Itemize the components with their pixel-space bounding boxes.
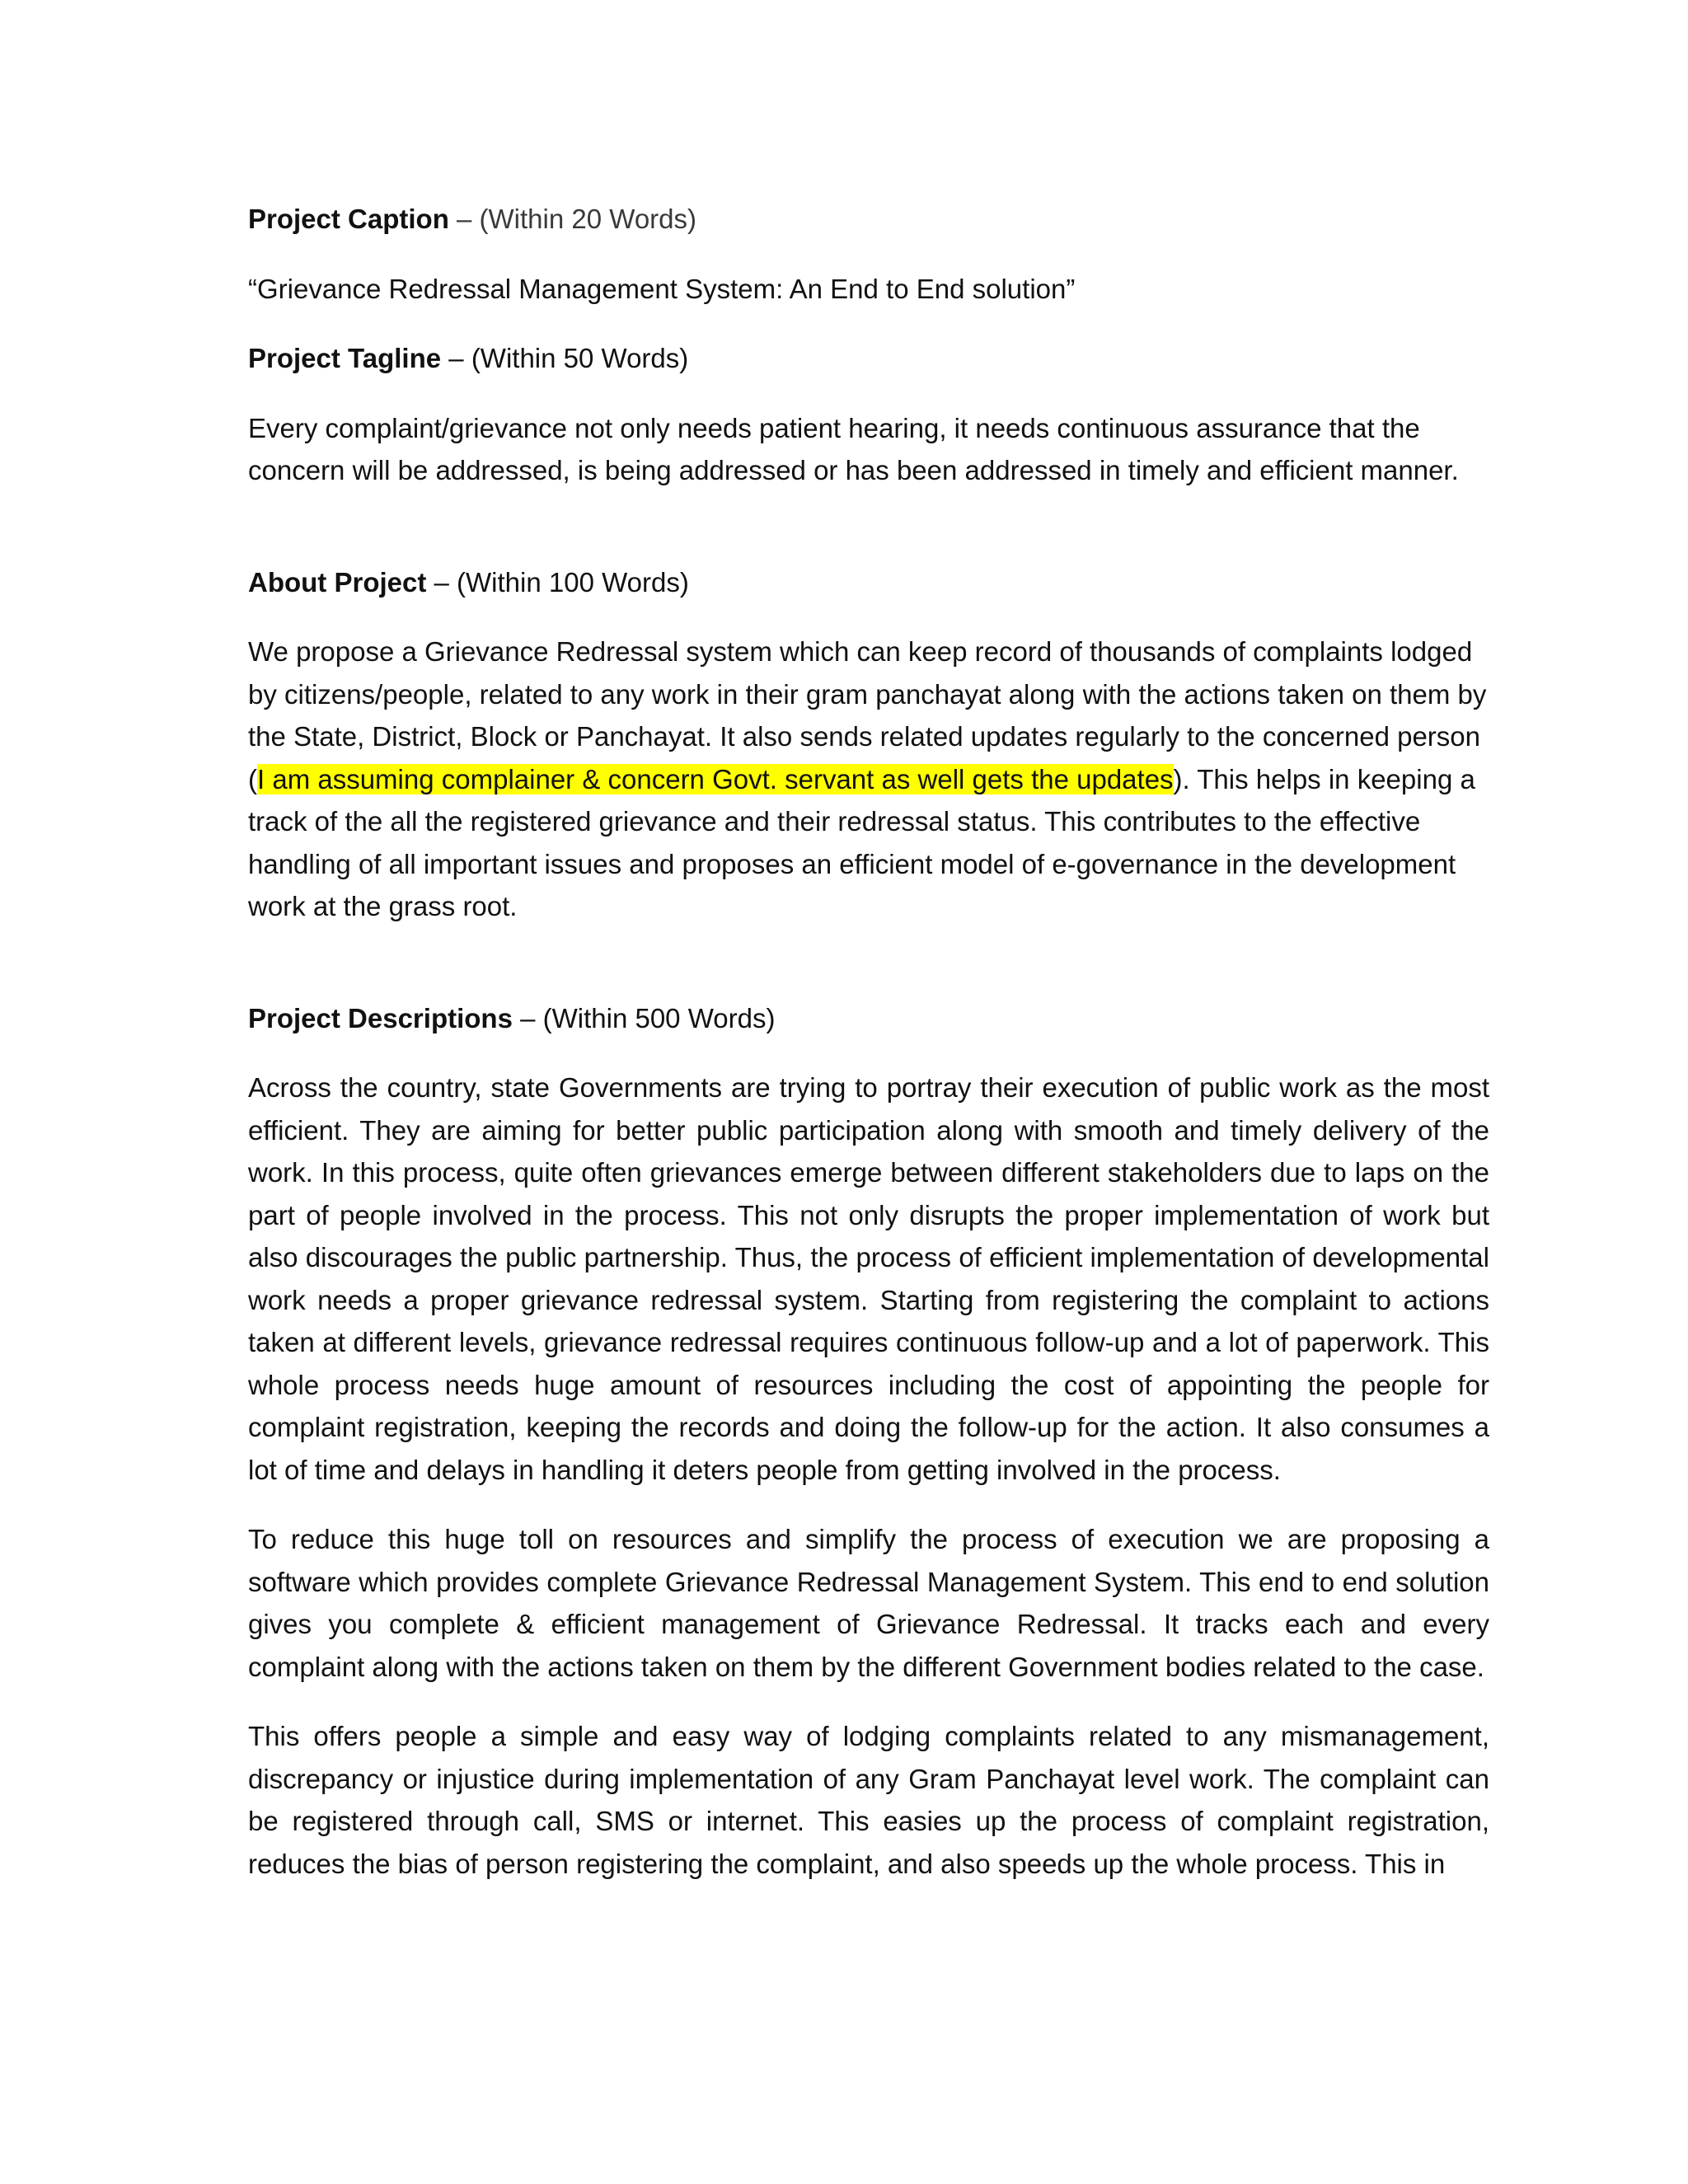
tagline-label: Project Tagline xyxy=(248,343,442,373)
description-paragraph-3: This offers people a simple and easy way of lodging complaints related to any mismanagement, discrepancy or injustice during implementation of any Gram Panchayat level work. The complaint can be registered through call, SMS or internet. This easies up the process of complaint registration, reduces the bias of person registering the complaint, and also speeds up the whole process. This in xyxy=(248,1721,1489,1879)
descriptions-label: Project Descriptions xyxy=(248,1002,513,1033)
descriptions-heading xyxy=(248,997,1489,1040)
tagline-heading xyxy=(248,337,1489,380)
about-text xyxy=(248,630,1489,928)
tagline-text: Every complaint/grievance not only needs patient hearing, it needs continuous assurance that the concern will be addressed, is being addressed or has been addressed in timely and efficient manner. xyxy=(248,412,1459,485)
caption-heading xyxy=(248,198,1489,241)
description-paragraph-2: To reduce this huge toll on resources and simplify the process of execution we are proposing a software which provides complete Grievance Redressal Management System. This end to end solution gives you complete & efficient management of Grievance Redressal. It tracks each and every complaint along with the actions taken on them by the different Government bodies related to the case. xyxy=(248,1524,1489,1682)
about-heading xyxy=(248,561,1489,604)
tagline-hint: – (Within 50 Words) xyxy=(441,343,689,373)
caption-text: “Grievance Redressal Management System: An End to End solution” xyxy=(248,273,1076,304)
caption-label: Project Caption xyxy=(248,204,449,234)
highlighted-comment: I am assuming complainer & concern Govt. servant as well gets the updates xyxy=(257,763,1174,794)
about-hint: – (Within 100 Words) xyxy=(426,566,689,598)
about-text-end: ). This helps in keeping a track of the all the registered grievance and their redressal status. This contributes to the effective handling of all important issues and proposes an efficient model of e-governance in the development work at the grass root. xyxy=(248,763,1475,921)
about-text-start: We propose a Grievance Redressal system which can keep record of thousands of complaints lodged by citizens/people, related to any work in their gram panchayat along with the actions taken on them by the State, District, Block or Panchayat. It also sends related updates regularly to the concerned person ( xyxy=(248,636,1487,794)
caption-hint: – (Within 20 Words) xyxy=(448,204,697,234)
document-page xyxy=(248,198,1489,1912)
about-label: About Project xyxy=(248,566,427,598)
descriptions-hint: – (Within 500 Words) xyxy=(512,1002,776,1033)
description-paragraph-1: Across the country, state Governments are trying to portray their execution of public work as the most efficient. They are aiming for better public participation along with smooth and timely delivery of the work. In this process, quite often grievances emerge between different stakeholders due to laps on the part of people involved in the process. This not only disrupts the proper implementation of work but also discourages the public partnership. Thus, the process of efficient implementation of developmental work needs a proper grievance redressal system. Starting from registering the complaint to actions taken at different levels, grievance redressal requires continuous follow-up and a lot of paperwork. This whole process needs huge amount of resources including the cost of appointing the people for complaint registration, keeping the records and doing the follow-up for the action. It also consumes a lot of time and delays in handling it deters people from getting involved in the process. xyxy=(248,1072,1489,1485)
